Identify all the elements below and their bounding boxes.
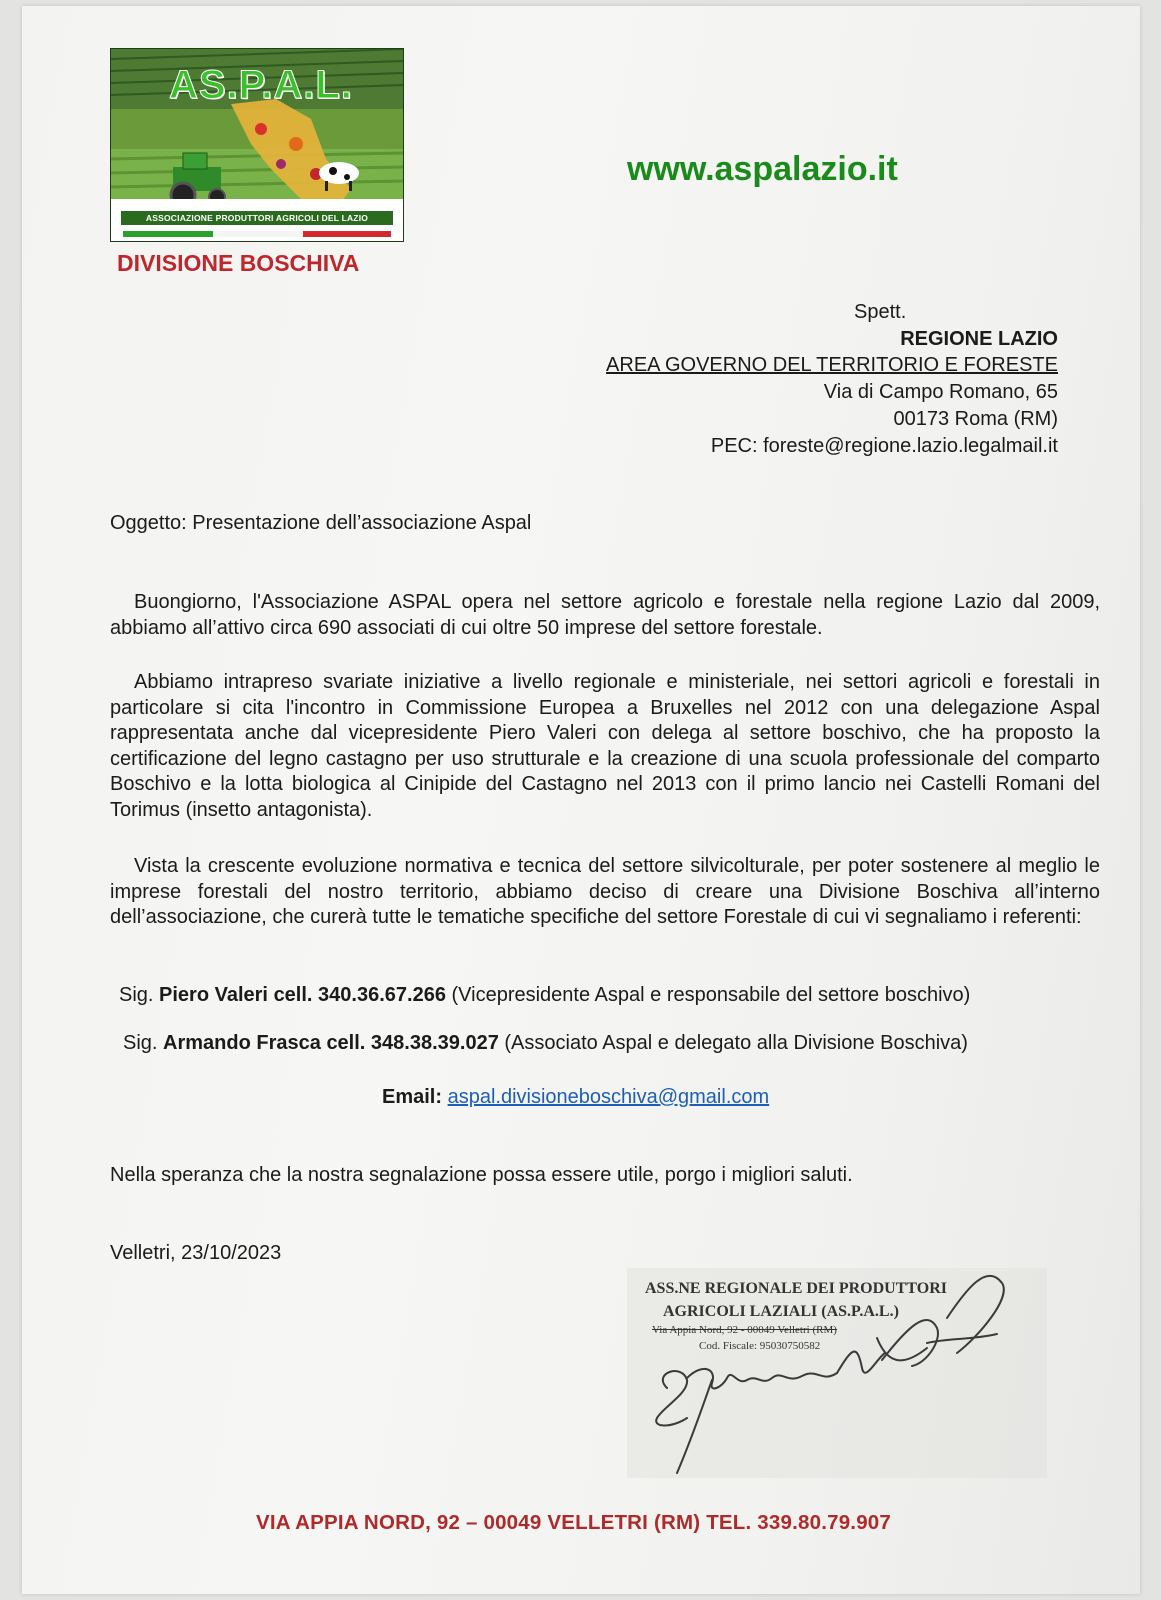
logo-title: AS.P.A.L. <box>169 63 353 107</box>
stamp-line-2: AGRICOLI LAZIALI (AS.P.A.L.) <box>663 1303 899 1320</box>
division-title: DIVISIONE BOSCHIVA <box>117 250 360 276</box>
letter-page <box>22 6 1140 1594</box>
recipient-street: Via di Campo Romano, 65 <box>823 381 1058 403</box>
stamp-line-1: ASS.NE REGIONALE DEI PRODUTTORI <box>645 1280 947 1297</box>
logo-subtitle: ASSOCIAZIONE PRODUTTORI AGRICOLI DEL LAZIO <box>121 211 393 225</box>
stamp-line-3: Via Appia Nord, 92 - 00049 Velletri (RM) <box>652 1324 837 1336</box>
referent-prefix: Sig. <box>119 984 154 1006</box>
paragraph-division: Vista la crescente evoluzione normativa e tecnica del settore silvicolturale, per poter sostenere al meglio le imprese forestali del nostro territorio, abbiamo deciso di creare una Divisione Boschiva all’interno dell’associazione, che curerà tutte le tematiche specifiche del settore Forestale di cui vi segnaliamo i referenti: <box>110 855 1100 928</box>
referent-role: (Vicepresidente Aspal e responsabile del settore boschivo) <box>451 984 971 1006</box>
referent-phone: cell. 340.36.67.266 <box>273 984 446 1006</box>
association-stamp <box>627 1268 1047 1478</box>
email-label: Email: <box>382 1086 443 1108</box>
place-date: Velletri, 23/10/2023 <box>110 1242 282 1264</box>
recipient-salutation: Spett. <box>854 301 907 323</box>
email-link[interactable]: aspal.divisioneboschiva@gmail.com <box>447 1086 770 1108</box>
website-link[interactable]: www.aspalazio.it <box>627 150 898 188</box>
referent-prefix: Sig. <box>123 1032 158 1054</box>
paragraph-intro: Buongiorno, l'Associazione ASPAL opera nel settore agricolo e forestale nella regione Lazio dal 2009, abbiamo all’attivo circa 690 associati di cui oltre 50 imprese del settore forestale. <box>110 591 1100 639</box>
recipient-city: 00173 Roma (RM) <box>893 408 1058 430</box>
recipient-department: AREA GOVERNO DEL TERRITORIO E FORESTE <box>606 354 1058 376</box>
recipient-name: REGIONE LAZIO <box>900 328 1058 350</box>
referent-piero-valeri <box>119 984 970 1007</box>
recipient-pec: PEC: foreste@regione.lazio.legalmail.it <box>710 435 1058 457</box>
referent-name: Armando Frasca <box>163 1032 321 1054</box>
referent-armando-frasca <box>123 1032 968 1055</box>
email-line <box>382 1086 769 1109</box>
handwritten-signature <box>627 1268 1047 1478</box>
closing-text: Nella speranza che la nostra segnalazione possa essere utile, porgo i migliori saluti. <box>110 1164 853 1186</box>
aspal-logo <box>110 48 404 242</box>
referent-name: Piero Valeri <box>159 984 268 1006</box>
referent-phone: cell. 348.38.39.027 <box>326 1032 499 1054</box>
referent-role: (Associato Aspal e delegato alla Divisione Boschiva) <box>504 1032 968 1054</box>
footer-address: VIA APPIA NORD, 92 – 00049 VELLETRI (RM) TEL. 339.80.79.907 <box>256 1511 891 1534</box>
stamp-line-4: Cod. Fiscale: 95030750582 <box>699 1340 821 1352</box>
subject-line: Oggetto: Presentazione dell’associazione Aspal <box>110 512 532 534</box>
paragraph-initiatives: Abbiamo intrapreso svariate iniziative a livello regionale e ministeriale, nei settori agricoli e forestali in particolare si cita l'incontro in Commissione Europea a Bruxelles nel 2012 con una delegazione Aspal rappresentata anche dal vicepresidente Piero Valeri con delega al settore boschivo, che ha proposto la certificazione del legno castagno per uso strutturale e la creazione di una scuola professionale del comparto Boschivo e la lotta biologica al Cinipide del Castagno nel 2013 con il primo lancio nei Castelli Romani del Torimus (insetto antagonista). <box>110 671 1100 821</box>
